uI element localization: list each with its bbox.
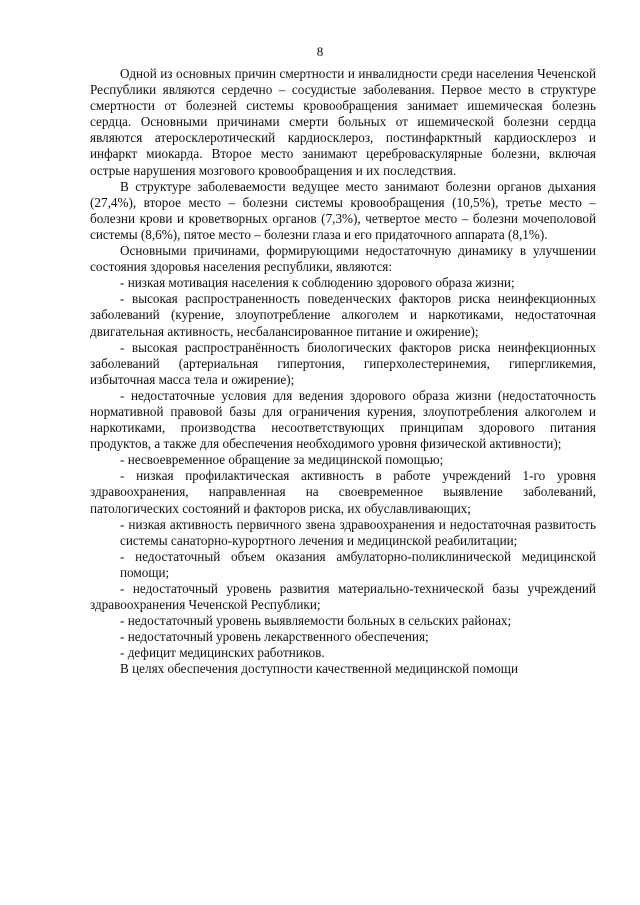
list-item-low-motivation: - низкая мотивация населения к соблюдению здорового образа жизни; — [120, 275, 515, 291]
list-item-low-prevention-activity: - низкая профилактическая активность в работе учреждений 1-го уровня здравоохранения, направленная на своевременное выявление заболеваний, патологических состояний и факторов риска, их обуславливающих; — [90, 468, 596, 516]
list-item-healthy-lifestyle-conditions: - недостаточные условия для ведения здорового образа жизни (недостаточность нормативной правовой базы для ограничения курения, злоупотребления алкоголем и наркотиками, производства несоответствующих принципам здорового питания продуктов, а также для обеспечения необходимого уровня физической активности); — [90, 387, 596, 452]
list-item-biological-risk-factors: - высокая распространённость биологических факторов риска неинфекционных заболеваний (артериальная гипертония, гиперхолестеринемия, гипергликемия, избыточная масса тела и ожирение); — [90, 339, 596, 387]
list-item-late-treatment: - несвоевременное обращение за медицинской помощью; — [120, 452, 444, 468]
paragraph-main-reasons-intro: Основными причинами, формирующими недостаточную динамику в улучшении состояния здоровья населения республики, являются: — [90, 243, 596, 275]
list-item-outpatient-care: - недостаточный объем оказания амбулаторно-поликлинической медицинской помощи; — [120, 548, 596, 580]
list-item-material-base: - недостаточный уровень развития материально-технической базы учреждений здравоохранения Чеченской Республики; — [90, 581, 596, 613]
list-item-staff-shortage: - дефицит медицинских работников. — [120, 645, 325, 661]
paragraph-access-quality: В целях обеспечения доступности качественной медицинской помощи — [120, 661, 519, 677]
list-item-primary-care-activity: - низкая активность первичного звена здравоохранения и недостаточная развитость системы санаторно-курортного лечения и медицинской реабилитации; — [120, 516, 596, 548]
list-item-rural-detection: - недостаточный уровень выявляемости больных в сельских районах; — [120, 613, 512, 629]
list-item-drug-supply: - недостаточный уровень лекарственного обеспечения; — [120, 629, 429, 645]
page-number: 8 — [316, 44, 324, 59]
paragraph-mortality-causes: Одной из основных причин смертности и инвалидности среди населения Чеченской Республики являются сердечно – сосудистые заболевания. Первое место в структуре смертности от болезней системы кровообращения занимает ишемическая болезнь сердца. Основными причинами смерти больных от ишемической болезни сердца являются атеросклеротический кардиосклероз, постинфарктный кардиосклероз и инфаркт миокарда. Второе место занимают цереброваскулярные болезни, включая острые нарушения мозгового кровообращения и их последствия. — [90, 66, 596, 178]
paragraph-morbidity-structure: В структуре заболеваемости ведущее место занимают болезни органов дыхания (27,4%), второе место – болезни системы кровообращения (10,5%), третье место – болезни крови и кроветворных органов (7,3%), четвертое место – болезни мочеполовой системы (8,6%), пятое место – болезни глаза и его придаточного аппарата (8,1%). — [90, 178, 596, 242]
list-item-behavioral-risk-factors: - высокая распространенность поведенческих факторов риска неинфекционных заболеваний (курение, злоупотребление алкоголем и наркотиками, недостаточная двигательная активность, несбалансированное питание и ожирение); — [90, 291, 596, 339]
body-text — [90, 66, 596, 678]
